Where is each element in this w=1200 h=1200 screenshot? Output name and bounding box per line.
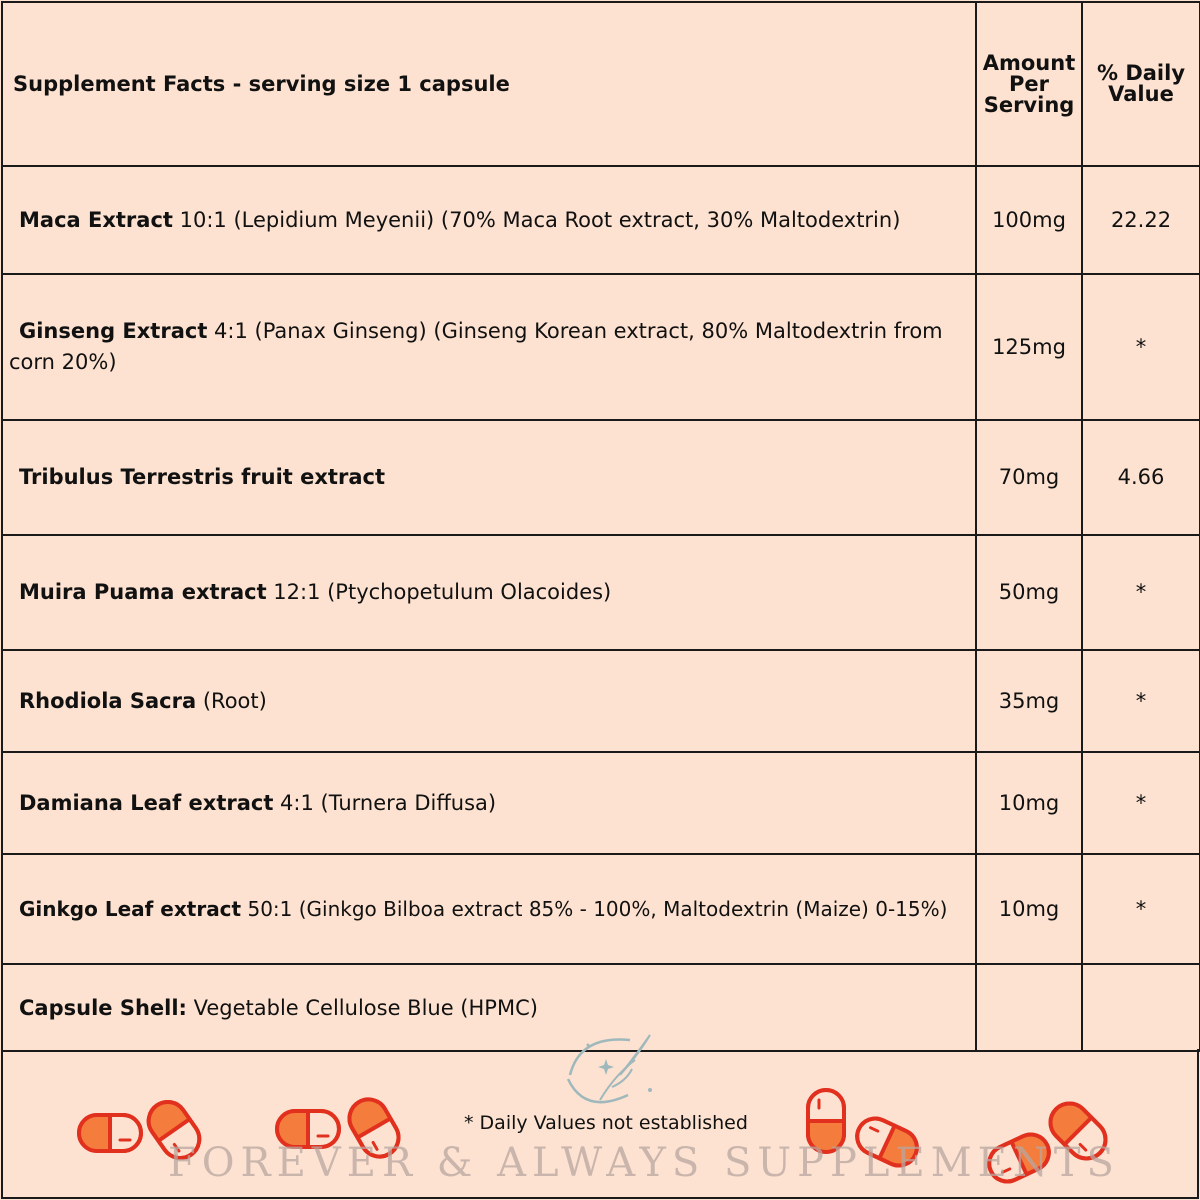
ingredient-cell bbox=[2, 964, 976, 1051]
table-row bbox=[2, 274, 1200, 420]
amount-header-line2: Per Serving bbox=[983, 71, 1075, 117]
table-row bbox=[2, 535, 1200, 650]
daily-value-cell: * bbox=[1082, 854, 1200, 964]
ingredient-name: Capsule Shell: bbox=[19, 996, 187, 1020]
daily-value-cell: 22.22 bbox=[1082, 166, 1200, 274]
table-row bbox=[2, 420, 1200, 535]
leaf-logo-icon bbox=[540, 1015, 670, 1125]
amount-cell bbox=[976, 964, 1082, 1051]
ingredient-cell bbox=[2, 166, 976, 274]
ingredient-cell bbox=[2, 274, 976, 420]
table-row bbox=[2, 752, 1200, 854]
daily-value-cell: 4.66 bbox=[1082, 420, 1200, 535]
ingredient-cell bbox=[2, 752, 976, 854]
ingredient-name: Rhodiola Sacra bbox=[19, 688, 197, 713]
daily-value-cell: * bbox=[1082, 274, 1200, 420]
ingredient-name: Ginkgo Leaf extract bbox=[19, 896, 242, 921]
daily-value-header-line2: Value bbox=[1108, 82, 1174, 106]
ingredient-name: Muira Puama extract bbox=[19, 580, 267, 604]
amount-cell: 100mg bbox=[976, 166, 1082, 274]
table-row bbox=[2, 650, 1200, 752]
ingredient-detail: (Root) bbox=[196, 688, 267, 713]
ingredient-detail: 12:1 (Ptychopetulum Olacoides) bbox=[266, 580, 612, 604]
amount-cell: 50mg bbox=[976, 535, 1082, 650]
brand-watermark: FOREVER & ALWAYS SUPPLEMENTS bbox=[168, 1140, 1120, 1186]
ingredient-cell bbox=[2, 650, 976, 752]
ingredient-cell bbox=[2, 854, 976, 964]
amount-cell: 10mg bbox=[976, 752, 1082, 854]
daily-value-header-line1: % Daily bbox=[1096, 61, 1186, 85]
amount-cell: 70mg bbox=[976, 420, 1082, 535]
ingredient-name: Damiana Leaf extract bbox=[19, 790, 274, 815]
ingredient-name: Tribulus Terrestris fruit extract bbox=[19, 465, 385, 489]
amount-cell: 10mg bbox=[976, 854, 1082, 964]
table-row bbox=[2, 166, 1200, 274]
amount-header-line1: Amount bbox=[982, 50, 1076, 75]
daily-value-cell bbox=[1082, 964, 1200, 1051]
ingredient-cell bbox=[2, 535, 976, 650]
ingredient-detail: Vegetable Cellulose Blue (HPMC) bbox=[186, 996, 538, 1020]
table-row bbox=[2, 854, 1200, 964]
ingredient-detail: 4:1 (Turnera Diffusa) bbox=[273, 790, 497, 815]
ingredient-cell bbox=[2, 420, 976, 535]
capsule-icon bbox=[76, 1112, 144, 1154]
daily-value-cell: * bbox=[1082, 650, 1200, 752]
ingredient-name: Maca Extract bbox=[19, 207, 173, 232]
daily-value-cell: * bbox=[1082, 535, 1200, 650]
amount-cell: 35mg bbox=[976, 650, 1082, 752]
supplement-facts-table bbox=[1, 1, 1200, 1052]
ingredient-detail: 50:1 (Ginkgo Bilboa extract 85% - 100%, Maltodextrin (Maize) 0-15%) bbox=[241, 896, 948, 921]
header-row bbox=[2, 2, 1200, 166]
daily-value-header bbox=[1082, 2, 1200, 166]
ingredient-detail: 4:1 (Panax Ginseng) (Ginseng Korean extract, 80% Maltodextrin from corn 20%) bbox=[9, 319, 943, 374]
amount-cell: 125mg bbox=[976, 274, 1082, 420]
ingredient-detail: 10:1 (Lepidium Meyenii) (70% Maca Root extract, 30% Maltodextrin) bbox=[172, 207, 901, 232]
amount-header bbox=[976, 2, 1082, 166]
daily-value-cell: * bbox=[1082, 752, 1200, 854]
table-title: Supplement Facts - serving size 1 capsule bbox=[2, 2, 976, 166]
ingredient-name: Ginseng Extract bbox=[19, 319, 208, 343]
daily-values-footnote: * Daily Values not established bbox=[464, 1112, 748, 1134]
